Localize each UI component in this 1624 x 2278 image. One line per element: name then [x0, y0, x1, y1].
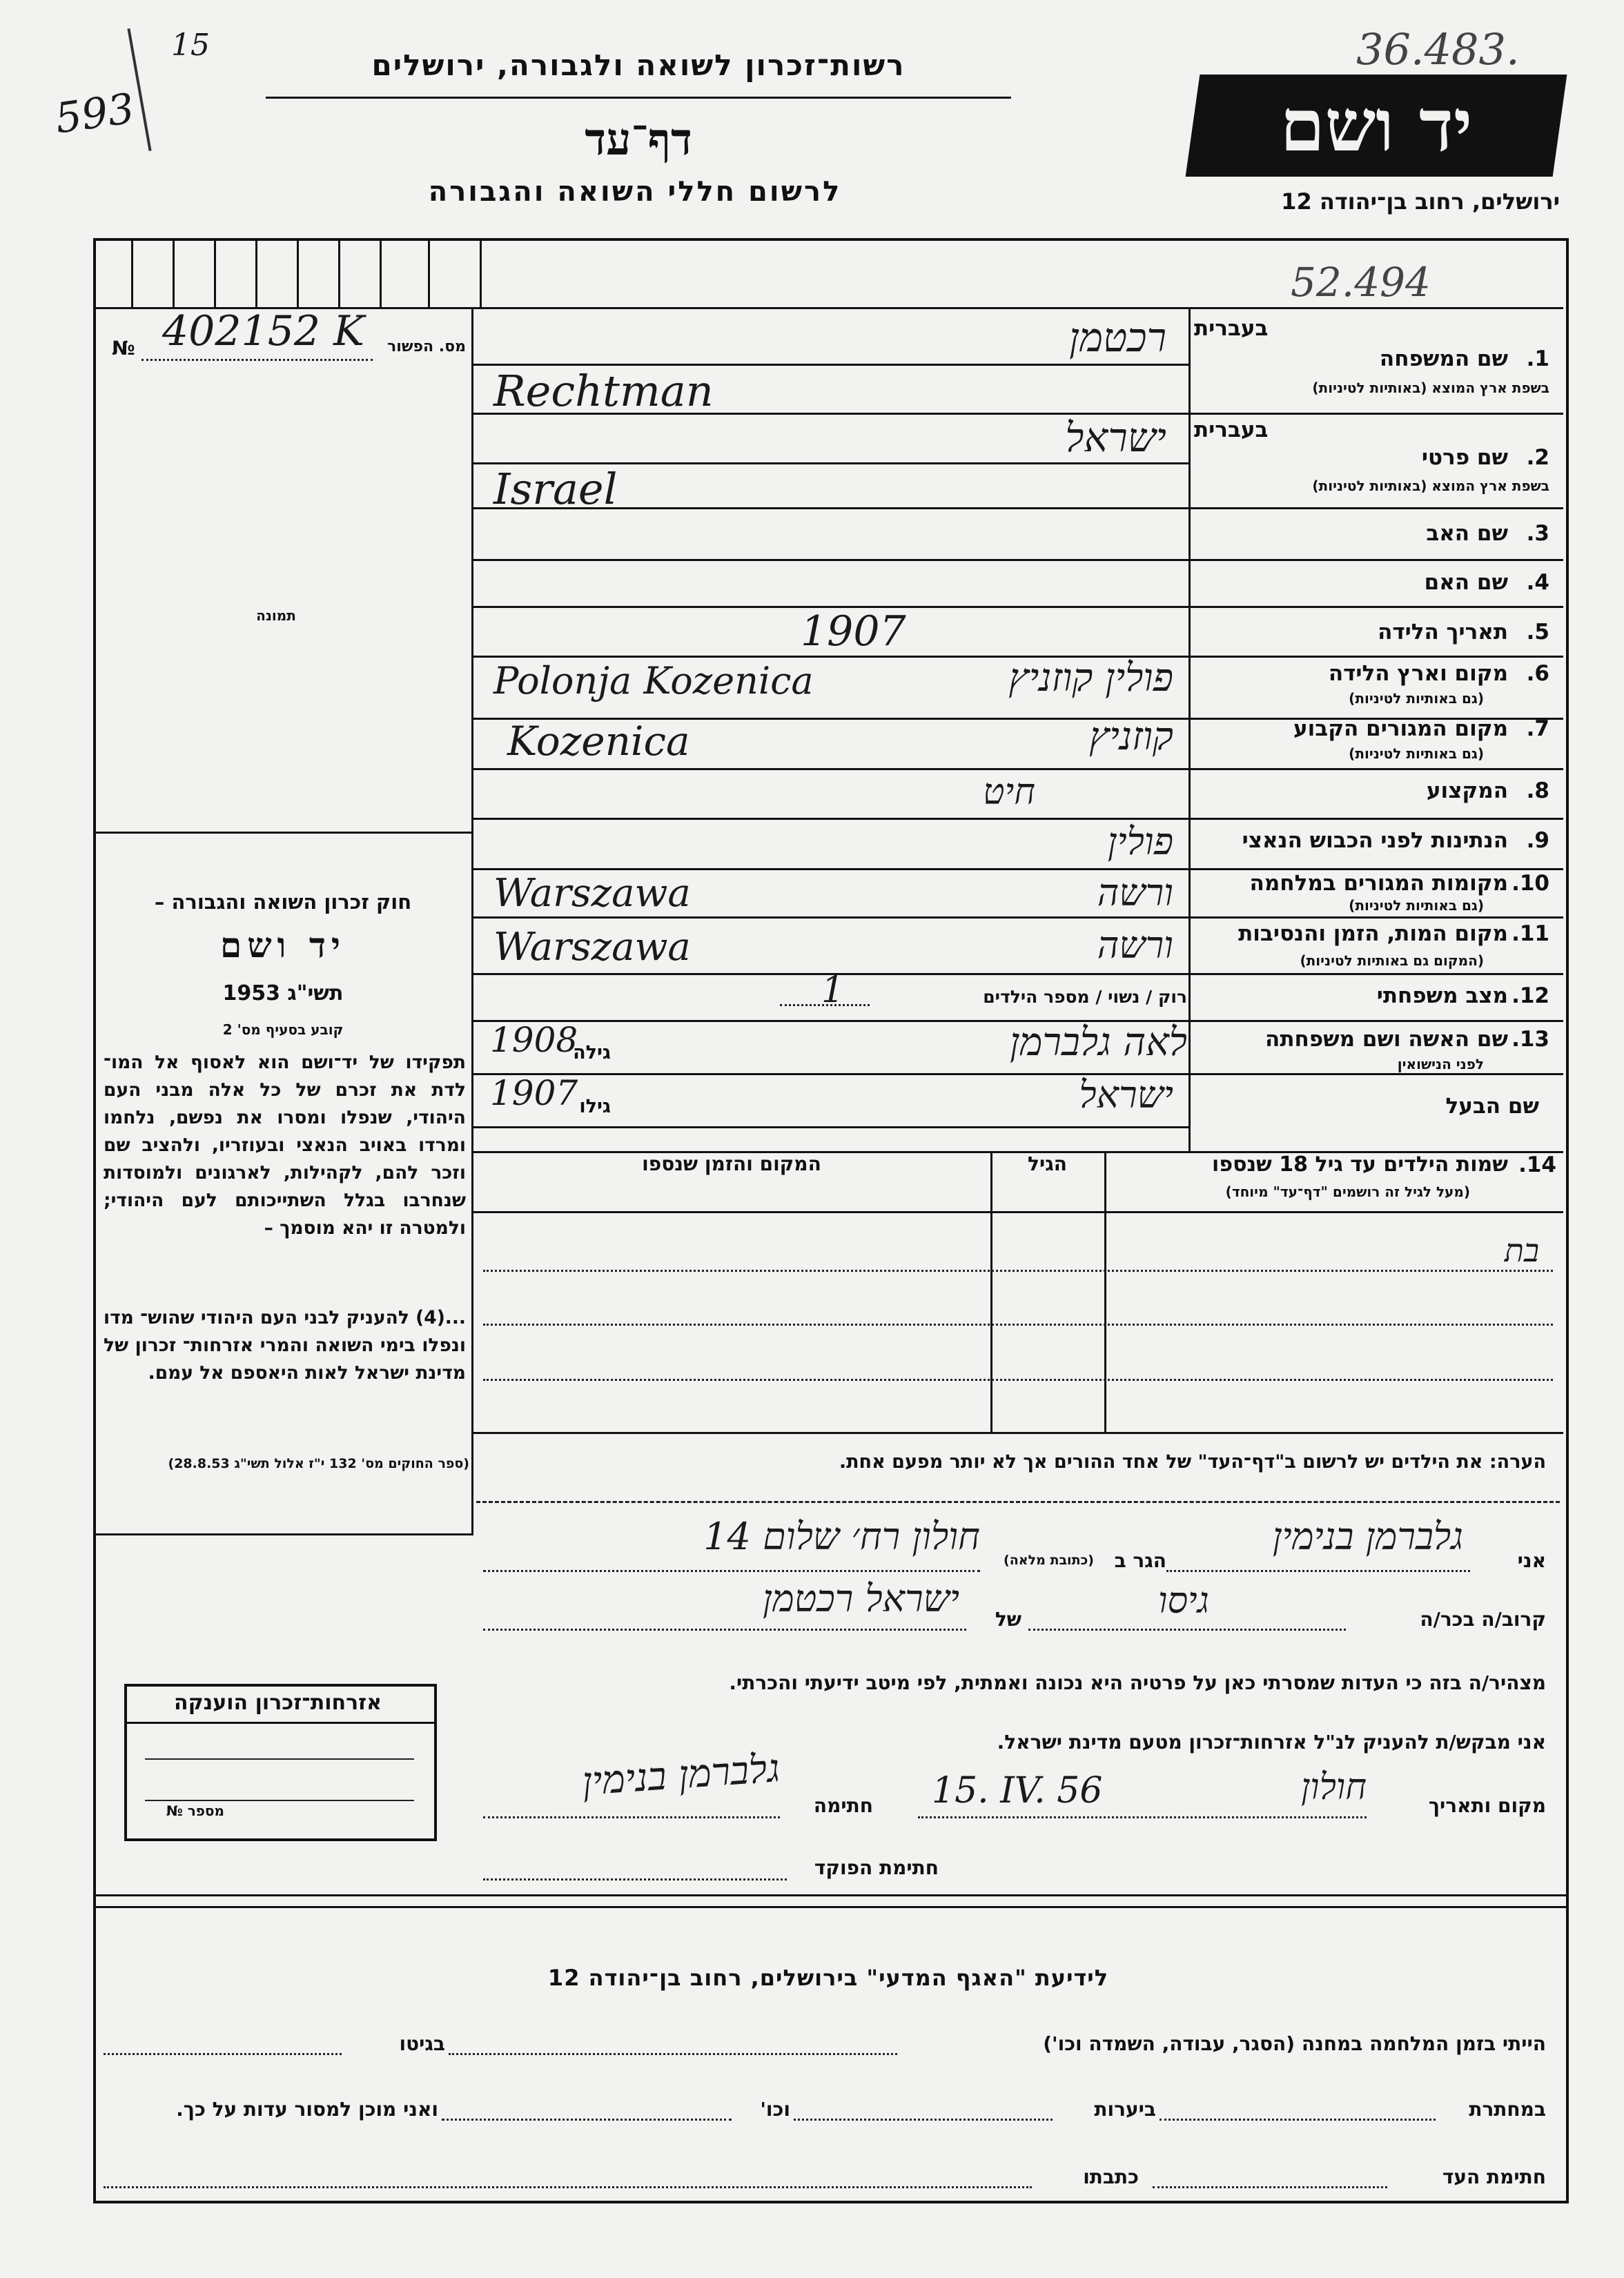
field-7-sub: (גם באותיות לטיניות) — [1349, 745, 1484, 762]
husband-name: ישראל — [1079, 1073, 1173, 1117]
top-box-divider — [131, 238, 133, 307]
field-8-label: המקצוע — [1426, 778, 1508, 803]
field-9-value: פולין — [1107, 820, 1173, 863]
field-7-number: 7. — [1526, 716, 1549, 741]
left-panel-border — [471, 307, 473, 1535]
field-12-number: 12. — [1512, 983, 1549, 1008]
field-2-heb-label: בעברית — [1194, 418, 1269, 442]
row-line — [473, 768, 1563, 770]
address-line — [483, 1570, 980, 1572]
citizenship-number-label: מספר № — [166, 1803, 224, 1819]
footer-underground-line — [1160, 2119, 1436, 2121]
field-13-age-label: גילה — [573, 1042, 611, 1063]
field-14-label: שמות הילדים עד גיל 18 שנספו — [1212, 1152, 1508, 1177]
field-10-number: 10. — [1512, 871, 1549, 896]
citizenship-title-rule — [124, 1722, 434, 1724]
husband-age-label: גילו — [579, 1096, 611, 1117]
field-7-value-latin: Kozenica — [507, 718, 690, 765]
top-box-divider — [297, 238, 299, 307]
children-table-bottom — [473, 1432, 1563, 1434]
field-2-label: שם פרטי — [1421, 445, 1508, 470]
field-11-number: 11. — [1512, 921, 1549, 946]
footer-forest-line — [794, 2119, 1053, 2121]
main-grid-top — [473, 307, 1563, 309]
photo-area-bottom — [93, 832, 473, 834]
officer-signature-line — [483, 1878, 787, 1881]
field-4-number: 4. — [1526, 570, 1549, 595]
field-2-value-latin: Israel — [493, 464, 618, 514]
row-line — [473, 507, 1563, 509]
declarant-name: גלברמן בנימין — [1272, 1515, 1463, 1558]
top-box-divider — [214, 238, 216, 307]
row-line — [473, 1126, 1191, 1128]
field-10-value-hebrew: ורשה — [1097, 871, 1173, 914]
footer-forest-label: ביערות — [1094, 2098, 1156, 2121]
declarant-name-line — [1166, 1570, 1470, 1572]
footer-testimony-label: ואני מוכן למסור עדות על כך. — [176, 2098, 438, 2121]
top-box-divider — [255, 238, 257, 307]
field-6-label: מקום וארץ הלידה — [1328, 661, 1508, 686]
field-7-value-hebrew: קוזניץ — [1089, 714, 1173, 759]
footer-ghetto-line — [104, 2053, 342, 2055]
field-10-value-latin: Warszawa — [493, 871, 691, 916]
field-11-value-hebrew: ורשה — [1097, 923, 1173, 967]
photo-label: תמונה — [256, 607, 296, 624]
field-12-options: רוק / נשוי / מספר הילדים — [983, 987, 1187, 1007]
law-text: תפקידו של יד־ושם הוא לאסוף אל המו־ לדת את זכרם של כל אלה מבני העם היהודי, שנפלו ומסרו את נפשם, נלחמו ומרדו באויב הנאצי ובעוזריו, ולהציב שם וזכר להם, לקהילות, לארגונים ולמוסדות שנחרבו בגלל השתייכותם לעם היהודי; ולמטרה זו יהא מוסמך – — [104, 1052, 466, 1239]
field-11-sub: (המקום גם באותיות לטיניות) — [1300, 952, 1484, 969]
place-date-line — [918, 1816, 1367, 1818]
top-box-divider — [380, 238, 382, 307]
field-12-children-count: 1 — [821, 970, 845, 1011]
cert-number-line — [141, 359, 373, 361]
field-9-label: הנתינות לפני הכבוש הנאצי — [1242, 828, 1508, 853]
top-box-divider — [428, 238, 430, 307]
footer-address-line — [104, 2186, 1032, 2188]
footer-camp-label: הייתי בזמן המלחמה במחנה (הסגר, עבודה, השמדה וכו') — [1043, 2032, 1546, 2055]
place-value: חולון — [1301, 1767, 1367, 1808]
children-row-line — [483, 1324, 1553, 1326]
relation-line — [1028, 1629, 1346, 1631]
citizenship-line — [145, 1800, 414, 1801]
field-11-label: מקום המות, הזמן והנסיבות — [1238, 921, 1508, 946]
field-13-label: שם האשה ושם משפחתה — [1265, 1027, 1508, 1052]
main-column-divider — [1188, 307, 1191, 1152]
declarant-address: חולון רח׳ שלום 14 — [703, 1515, 980, 1558]
field-1-label: שם המשפחה — [1379, 346, 1508, 371]
date-value: 15. IV. 56 — [932, 1770, 1103, 1811]
children-note: הערה: את הילדים יש לרשום ב"דף־העד" של אחד ההורים אך לא יותר מפעם אחת. — [839, 1451, 1546, 1473]
children-row-1-name: בת — [1504, 1232, 1539, 1269]
husband-label: שם הבעל — [1445, 1094, 1539, 1119]
footer-witness-signature-label: חתימת העד — [1442, 2166, 1546, 2188]
field-13-wife-age: 1908 — [490, 1020, 578, 1060]
second-number: 52.494 — [1291, 259, 1431, 306]
field-4-label: שם האם — [1424, 570, 1508, 595]
field-10-label: מקומות המגורים במלחמה — [1249, 871, 1508, 896]
law-name: יד ושם — [220, 925, 346, 965]
lives-label: הגר ב — [1114, 1549, 1166, 1572]
cert-number-symbol: № — [112, 337, 135, 360]
citizenship-request: אני מבקש/ת להעניק לנ"ל אזרחות־זכרון מטעם מדינת ישראל. — [997, 1731, 1546, 1754]
top-box-divider — [480, 238, 482, 307]
field-9-number: 9. — [1526, 828, 1549, 853]
field-3-label: שם האב — [1426, 521, 1508, 546]
field-5-number: 5. — [1526, 620, 1549, 645]
field-1-number: 1. — [1526, 346, 1549, 371]
of-value: ישראל רכטמן — [762, 1577, 959, 1620]
children-place-header: המקום והזמן שנספו — [642, 1152, 821, 1175]
children-table-header-rule — [473, 1211, 1563, 1213]
row-line — [473, 973, 1563, 975]
field-6-value-latin: Polonja Kozenica — [493, 659, 814, 703]
field-8-value: חיט — [983, 772, 1035, 813]
field-2-number: 2. — [1526, 445, 1549, 470]
archive-number: 36.483. — [1356, 24, 1520, 75]
row-line — [473, 916, 1563, 919]
field-1-sub: בשפת ארץ המוצא (באותיות לטיניות) — [1312, 380, 1549, 396]
children-table-divider — [1104, 1151, 1106, 1434]
header-address: ירושלים, רחוב בן־יהודה 12 — [1281, 188, 1560, 215]
field-1-value-latin: Rechtman — [493, 366, 714, 416]
children-age-header: הגיל — [1028, 1152, 1067, 1175]
law-box-bottom — [93, 1533, 473, 1535]
footer-address-label: כתבתו — [1083, 2166, 1139, 2188]
declaration-statement: מצהיר/ה בזה כי העדות שמסרתי כאן על פרטיה היא נכונה ואמתית, לפי מיטב ידיעתי והכרתי. — [729, 1671, 1546, 1694]
footer-title: לידיעת "האגף המדעי" בירושלים, רחוב בן־יהודה 12 — [547, 1965, 1109, 1991]
field-7-label: מקום המגורים הקבוע — [1293, 716, 1508, 741]
field-2-value-hebrew: ישראל — [1065, 414, 1166, 461]
top-box-divider — [338, 238, 340, 307]
field-13-wife-name: לאה גלברמן — [1009, 1020, 1187, 1065]
citizenship-title: אזרחות־זכרון הוענקה — [173, 1691, 382, 1715]
cert-number-label: מס. הפשור — [387, 338, 466, 355]
top-box-divider — [173, 238, 175, 307]
field-1-value-hebrew: רכטמן — [1068, 314, 1166, 361]
field-6-sub: (גם באותיות לטיניות) — [1349, 690, 1484, 707]
relation-value: גיסו — [1158, 1580, 1209, 1622]
authority-name: רשות־זכרון לשואה ולגבורה, ירושלים — [371, 48, 906, 82]
row-line — [473, 559, 1563, 561]
footer-ghetto-label: בגיטו — [399, 2032, 445, 2055]
children-table-divider — [990, 1151, 992, 1434]
cert-number-value: 402152 K — [162, 307, 364, 355]
field-12-line — [780, 1004, 870, 1006]
place-date-label: מקום ותאריך — [1428, 1794, 1546, 1817]
logo-text: יד ושם — [1280, 83, 1473, 168]
address-hint: (כתובת מלאה) — [1004, 1553, 1094, 1568]
footer-separator-2 — [93, 1906, 1566, 1908]
form-subtitle: לרשום חללי השואה והגבורה — [428, 176, 842, 208]
law-title: חוק זכרון השואה והגבורה – — [154, 890, 412, 914]
law-text-clause-4: ...(4) להעניק לבני העם היהודי שהוש־ מדו ונפלו בימי השואה והמרי אזרחות־ זכרון של מדינת ישראל לאות היאספם אל עמם. — [104, 1307, 466, 1384]
children-row-line — [483, 1270, 1553, 1272]
children-row-line — [483, 1379, 1553, 1381]
field-12-label: מצב משפחתי — [1376, 983, 1508, 1008]
authority-underline — [266, 97, 1011, 99]
of-label: של — [995, 1608, 1021, 1631]
citizenship-line — [145, 1758, 414, 1760]
signature-label: חתימה — [813, 1794, 873, 1817]
law-clause: קובע בסעיף מס' 2 — [222, 1021, 344, 1038]
field-6-value-hebrew: פולין קוזניץ — [1008, 656, 1173, 700]
yad-vashem-logo — [1186, 75, 1567, 177]
footer-underground-label: במחתרת — [1469, 2098, 1546, 2121]
field-8-number: 8. — [1526, 778, 1549, 803]
footer-witness-signature-line — [1153, 2186, 1387, 2188]
field-14-sub: (מעל לגיל זה רושמים "דף־עד" מיוחד) — [1225, 1184, 1470, 1200]
footer-separator — [93, 1894, 1566, 1896]
form-title: דף־עד — [585, 114, 692, 166]
signature-value: גלברמן בנימין — [580, 1746, 781, 1805]
field-3-number: 3. — [1526, 521, 1549, 546]
field-5-label: תאריך הלידה — [1378, 620, 1508, 645]
declarant-label: אני — [1517, 1549, 1546, 1572]
margin-mark: 15 — [171, 28, 210, 63]
note-separator — [476, 1501, 1560, 1503]
footer-camp-line — [449, 2053, 897, 2055]
field-5-value: 1907 — [801, 607, 906, 656]
field-6-number: 6. — [1526, 661, 1549, 686]
officer-signature-label: חתימת הפוקד — [814, 1856, 939, 1879]
field-1-heb-label: בעברית — [1194, 316, 1269, 341]
margin-scribble: 593 — [52, 84, 137, 144]
signature-line — [483, 1816, 780, 1818]
field-10-sub: (גם באותיות לטיניות) — [1349, 897, 1484, 914]
husband-age: 1907 — [490, 1073, 578, 1113]
field-11-value-latin: Warszawa — [493, 925, 691, 970]
law-year: תשי"ג 1953 — [222, 981, 344, 1005]
of-line — [483, 1629, 966, 1631]
field-13-sub: לפני הנישואין — [1397, 1056, 1484, 1072]
row-line — [473, 606, 1563, 608]
footer-etc-line — [442, 2119, 732, 2121]
law-reference: (ספר החוקים מס' 132 י"ז אלול תשי"ג 28.8.53) — [168, 1456, 469, 1471]
relative-label: קרוב/ה בכר/ה — [1420, 1608, 1546, 1631]
field-2-sub: בשפת ארץ המוצא (באותיות לטיניות) — [1312, 478, 1549, 494]
field-14-number: 14. — [1518, 1152, 1556, 1177]
footer-etc-label: וכו' — [760, 2098, 790, 2121]
row-line — [473, 868, 1563, 870]
field-13-number: 13. — [1512, 1027, 1549, 1052]
